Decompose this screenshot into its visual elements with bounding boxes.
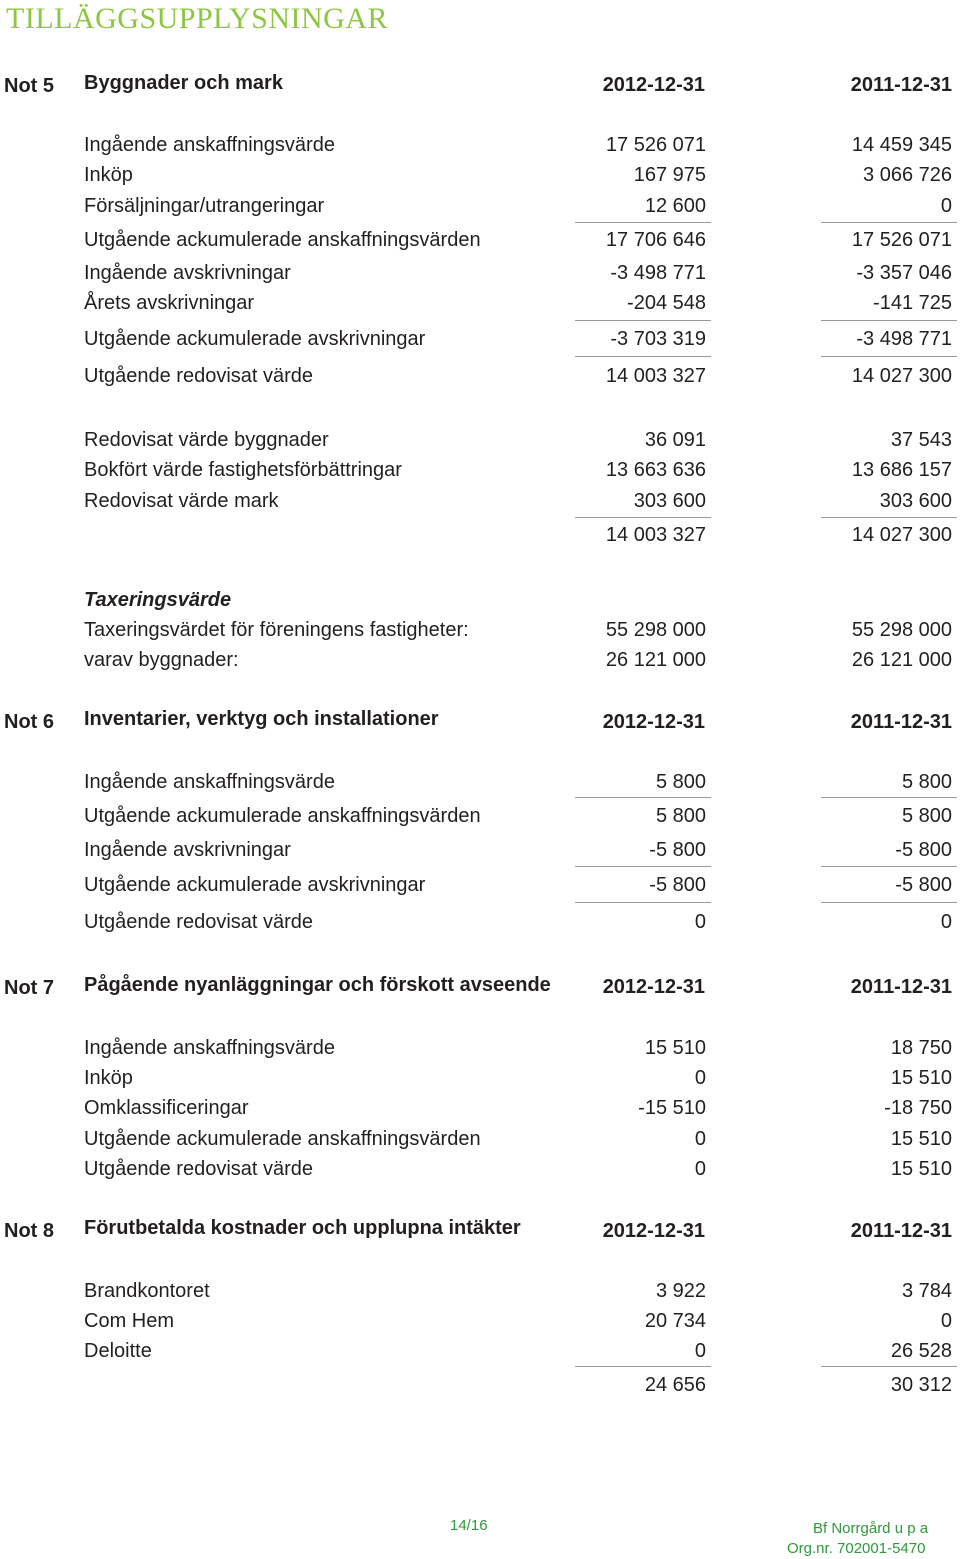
table-row: [0, 1340, 960, 1368]
table-row: [0, 1128, 960, 1156]
value-2011: -5 800: [895, 839, 952, 861]
note-7-header: [0, 972, 960, 1002]
value-2012: 0: [694, 1128, 706, 1150]
value-2011: 15 510: [890, 1128, 952, 1150]
row-label: Utgående ackumulerade anskaffningsvärden: [84, 1128, 481, 1150]
value-2012: -204 548: [627, 292, 706, 314]
table-row: [0, 649, 960, 677]
note-6-header: [0, 706, 960, 736]
value-2012: 26 121 000: [605, 649, 706, 671]
row-label: Utgående redovisat värde: [84, 365, 314, 387]
table-row: [0, 429, 960, 457]
value-2011: -3 357 046: [856, 262, 952, 284]
sum-rule: [821, 356, 957, 357]
sum-rule: [575, 517, 711, 518]
sum-rule: [575, 356, 711, 357]
page-number: 14/16: [450, 1517, 488, 1534]
value-2011: 37 543: [890, 429, 952, 451]
column-header-2012: 2012-12-31: [602, 74, 705, 96]
value-2011: -141 725: [873, 292, 952, 314]
value-2012: 5 800: [655, 805, 706, 827]
value-2011: 0: [940, 1310, 952, 1332]
value-2012: 36 091: [644, 429, 706, 451]
column-header-2011: 2011-12-31: [850, 976, 952, 998]
note-title: Byggnader och mark: [84, 72, 283, 94]
column-header-2011: 2011-12-31: [850, 74, 952, 96]
value-2011: 3 066 726: [863, 164, 952, 186]
column-header-2012: 2012-12-31: [602, 1220, 705, 1242]
value-2012: 14 003 327: [605, 365, 706, 387]
value-2012: 0: [694, 911, 706, 933]
table-row: [0, 1158, 960, 1186]
note-label: Not 5: [4, 75, 54, 97]
row-label: Utgående ackumulerade anskaffningsvärden: [84, 229, 481, 251]
value-2012: -3 703 319: [610, 328, 706, 350]
value-2011: 14 459 345: [851, 134, 952, 156]
row-label: Ingående anskaffningsvärde: [84, 771, 335, 793]
value-2011: 55 298 000: [851, 619, 952, 641]
table-row: [0, 134, 960, 162]
sum-rule: [821, 320, 957, 321]
value-2012: 15 510: [644, 1037, 706, 1059]
value-2012: 0: [694, 1158, 706, 1180]
subheading-row: [0, 589, 960, 617]
subheading: Taxeringsvärde: [84, 589, 232, 611]
value-2011: 14 027 300: [851, 365, 952, 387]
value-2012: 14 003 327: [605, 524, 706, 546]
table-row: [0, 365, 960, 393]
sum-rule: [575, 1366, 711, 1367]
table-row: [0, 839, 960, 867]
row-label: Inköp: [84, 1067, 133, 1089]
organization-name: Bf Norrgård u p a: [813, 1520, 929, 1537]
value-2012: -3 498 771: [610, 262, 706, 284]
value-2011: 13 686 157: [851, 459, 952, 481]
row-label: Årets avskrivningar: [84, 292, 255, 314]
value-2012: 17 706 646: [605, 229, 706, 251]
table-row: [0, 874, 960, 902]
value-2011: 26 121 000: [851, 649, 952, 671]
value-2012: 167 975: [633, 164, 706, 186]
note-label: Not 6: [4, 711, 54, 733]
value-2012: 3 922: [655, 1280, 706, 1302]
row-label: Ingående anskaffningsvärde: [84, 134, 335, 156]
sum-rule: [575, 902, 711, 903]
row-label: Deloitte: [84, 1340, 152, 1362]
page-title: TILLÄGGSUPPLYSNINGAR: [6, 2, 389, 35]
sum-rule: [821, 517, 957, 518]
row-label: Ingående anskaffningsvärde: [84, 1037, 335, 1059]
table-row: [0, 1280, 960, 1308]
note-title: Förutbetalda kostnader och upplupna intäkter: [84, 1217, 521, 1239]
value-2011: 14 027 300: [851, 524, 952, 546]
row-label: Bokfört värde fastighetsförbättringar: [84, 459, 402, 481]
sum-rule: [575, 797, 711, 798]
value-2011: 303 600: [879, 490, 952, 512]
value-2011: 5 800: [901, 771, 952, 793]
column-header-2012: 2012-12-31: [602, 711, 705, 733]
table-row: [0, 164, 960, 192]
value-2012: 55 298 000: [605, 619, 706, 641]
table-row: [0, 459, 960, 487]
value-2011: 15 510: [890, 1158, 952, 1180]
value-2012: 17 526 071: [605, 134, 706, 156]
column-header-2011: 2011-12-31: [850, 1220, 952, 1242]
row-label: Brandkontoret: [84, 1280, 210, 1302]
value-2012: 20 734: [644, 1310, 706, 1332]
value-2011: 26 528: [890, 1340, 952, 1362]
value-2011: 15 510: [890, 1067, 952, 1089]
value-2012: -15 510: [638, 1097, 706, 1119]
sum-rule: [821, 797, 957, 798]
sum-rule: [575, 320, 711, 321]
table-row: [0, 262, 960, 290]
row-label: Försäljningar/utrangeringar: [84, 195, 325, 217]
value-2012: -5 800: [649, 874, 706, 896]
row-label: Inköp: [84, 164, 133, 186]
table-row: [0, 619, 960, 647]
value-2012: 13 663 636: [605, 459, 706, 481]
value-2011: 3 784: [901, 1280, 952, 1302]
row-label: Ingående avskrivningar: [84, 839, 291, 861]
table-row-total: [0, 524, 960, 552]
table-row: [0, 328, 960, 356]
value-2012: 24 656: [644, 1374, 706, 1396]
column-header-2011: 2011-12-31: [850, 711, 952, 733]
table-row-total: [0, 1374, 960, 1402]
value-2011: -5 800: [895, 874, 952, 896]
value-2011: -3 498 771: [856, 328, 952, 350]
organization-number: Org.nr. 702001-5470: [787, 1540, 926, 1557]
column-header-2012: 2012-12-31: [602, 976, 705, 998]
row-label: Taxeringsvärdet för föreningens fastigheter:: [84, 619, 469, 641]
value-2012: 0: [694, 1067, 706, 1089]
table-row: [0, 911, 960, 939]
row-label: Ingående avskrivningar: [84, 262, 291, 284]
table-row: [0, 1310, 960, 1338]
row-label: varav byggnader:: [84, 649, 239, 671]
table-row: [0, 1067, 960, 1095]
value-2012: -5 800: [649, 839, 706, 861]
sum-rule: [575, 222, 711, 223]
note-label: Not 8: [4, 1220, 54, 1242]
value-2012: 303 600: [633, 490, 706, 512]
value-2011: 5 800: [901, 805, 952, 827]
value-2011: 17 526 071: [851, 229, 952, 251]
table-row: [0, 292, 960, 320]
row-label: Utgående redovisat värde: [84, 1158, 314, 1180]
note-5-header: [0, 70, 960, 100]
row-label: Utgående ackumulerade avskrivningar: [84, 874, 426, 896]
value-2012: 5 800: [655, 771, 706, 793]
table-row: [0, 195, 960, 223]
value-2011: 0: [940, 911, 952, 933]
note-label: Not 7: [4, 977, 54, 999]
sum-rule: [575, 866, 711, 867]
note-8-header: [0, 1215, 960, 1245]
table-row: [0, 805, 960, 833]
table-row: [0, 1097, 960, 1125]
sum-rule: [821, 902, 957, 903]
note-title: Inventarier, verktyg och installationer: [84, 708, 439, 730]
sum-rule: [821, 1366, 957, 1367]
table-row: [0, 229, 960, 257]
row-label: Redovisat värde byggnader: [84, 429, 329, 451]
value-2011: 0: [940, 195, 952, 217]
value-2011: 30 312: [890, 1374, 952, 1396]
row-label: Utgående ackumulerade avskrivningar: [84, 328, 426, 350]
value-2011: 18 750: [890, 1037, 952, 1059]
sum-rule: [821, 866, 957, 867]
value-2012: 0: [694, 1340, 706, 1362]
value-2011: -18 750: [884, 1097, 952, 1119]
row-label: Omklassificeringar: [84, 1097, 249, 1119]
table-row: [0, 490, 960, 518]
value-2012: 12 600: [644, 195, 706, 217]
sum-rule: [821, 222, 957, 223]
table-row: [0, 771, 960, 799]
row-label: Utgående redovisat värde: [84, 911, 314, 933]
note-title: Pågående nyanläggningar och förskott avseende: [84, 974, 551, 996]
row-label: Com Hem: [84, 1310, 175, 1332]
row-label: Redovisat värde mark: [84, 490, 279, 512]
table-row: [0, 1037, 960, 1065]
row-label: Utgående ackumulerade anskaffningsvärden: [84, 805, 481, 827]
